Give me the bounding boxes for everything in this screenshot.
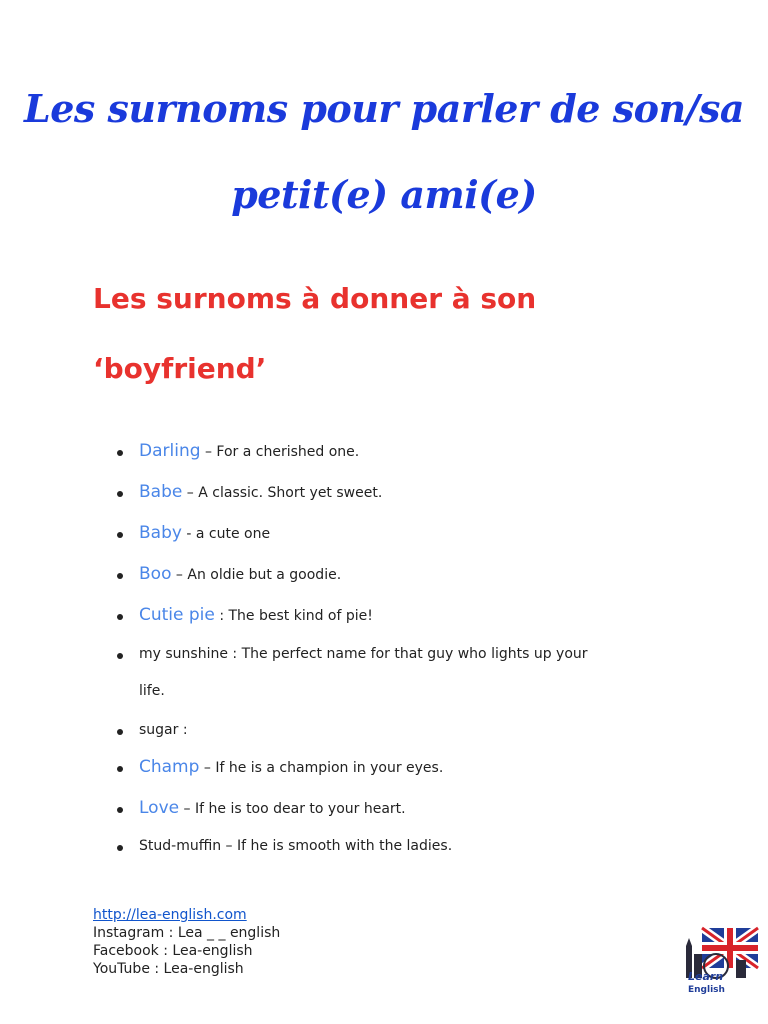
- nickname-description: my sunshine : The perfect name for that guy who lights up your: [139, 646, 588, 662]
- nickname-term: Babe: [139, 482, 183, 502]
- nickname-description: sugar :: [139, 722, 188, 738]
- nickname-term: Boo: [139, 564, 172, 584]
- instagram-text: Instagram : Lea _ _ english: [93, 925, 281, 941]
- nickname-term: Cutie pie: [139, 605, 215, 625]
- footer-contacts: [93, 906, 280, 978]
- list-item: [139, 474, 659, 512]
- nickname-description: – For a cherished one.: [200, 444, 360, 460]
- section-heading-line-1: Les surnoms à donner à son: [93, 282, 537, 315]
- nickname-description: : The best kind of pie!: [214, 608, 373, 624]
- list-item: [139, 636, 659, 710]
- nickname-description: Stud-muffin – If he is smooth with the ladies.: [139, 838, 453, 854]
- website-link[interactable]: http://lea-english.com: [93, 907, 247, 923]
- list-item: [139, 433, 659, 471]
- logo-text-english: English: [688, 985, 725, 995]
- list-item: [139, 515, 659, 553]
- list-item: [139, 712, 659, 749]
- nickname-description: - a cute one: [181, 526, 271, 542]
- list-item: [139, 749, 659, 787]
- nickname-description: – If he is too dear to your heart.: [179, 801, 406, 817]
- nickname-term: Baby: [139, 523, 182, 543]
- learn-english-logo: [676, 924, 760, 996]
- nickname-term: Darling: [139, 441, 201, 461]
- nickname-description: – An oldie but a goodie.: [171, 567, 342, 583]
- union-jack-flag-icon: [702, 928, 758, 968]
- nickname-term: Champ: [139, 757, 200, 777]
- list-item: [139, 828, 659, 865]
- nickname-description-continued: life.: [139, 683, 165, 699]
- nickname-term: Love: [139, 798, 180, 818]
- facebook-text: Facebook : Lea-english: [93, 943, 253, 959]
- logo-text-learn: Learn: [688, 970, 724, 983]
- section-heading-line-2: ‘boyfriend’: [93, 352, 267, 385]
- page-title-line-1: Les surnoms pour parler de son/sa: [24, 86, 744, 131]
- list-item: [139, 556, 659, 594]
- list-item: [139, 790, 659, 828]
- nickname-description: – A classic. Short yet sweet.: [182, 485, 383, 501]
- youtube-text: YouTube : Lea-english: [93, 961, 244, 977]
- nickname-description: – If he is a champion in your eyes.: [199, 760, 444, 776]
- list-item: [139, 597, 659, 635]
- page-title-line-2: petit(e) ami(e): [231, 172, 537, 217]
